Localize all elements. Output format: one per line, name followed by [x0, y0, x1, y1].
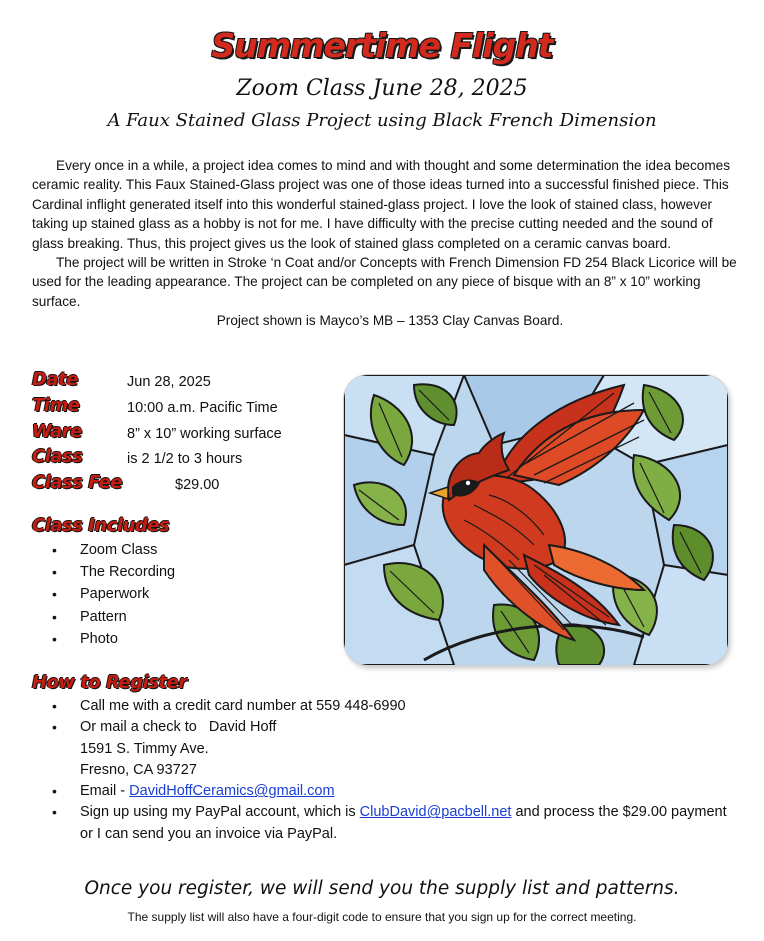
list-item: • Photo [52, 628, 175, 650]
intro-text [32, 156, 748, 331]
time-value: 10:00 a.m. Pacific Time [127, 400, 278, 416]
cardinal-stained-glass-image [344, 375, 728, 665]
email-prefix: Email - [80, 783, 130, 800]
date-label: Date [32, 369, 78, 390]
mail-city: Fresno, CA 93727 [80, 761, 197, 778]
list-item [52, 802, 742, 845]
project-shown-note: Project shown is Mayco’s MB – 1353 Clay Canvas Board. [216, 313, 564, 329]
intro-paragraph-2: The project will be written in Stroke ‘n Coat and/or Concepts with French Dimension FD 254 Black Licorice will be used for the leading appearance. The project can be completed on any piece of bisque with an 8” x 10” working surface. [32, 255, 737, 309]
paypal-email-link[interactable]: ClubDavid@pacbell.net [359, 804, 512, 821]
supply-list-note: The supply list will also have a four-digit code to ensure that you sign up for the correct meeting. [127, 910, 637, 924]
mail-street: 1591 S. Timmy Ave. [80, 740, 209, 757]
list-item [52, 717, 742, 781]
class-label: Class [32, 446, 83, 467]
how-to-register-heading: How to Register [32, 672, 187, 693]
email-link[interactable]: DavidHoffCeramics@gmail.com [129, 783, 335, 800]
project-subtitle: A Faux Stained Glass Project using Black French Dimension [107, 110, 657, 131]
ware-label: Ware [32, 421, 82, 442]
list-item: • Zoom Class [52, 539, 175, 561]
class-fee-value: $29.00 [175, 477, 220, 493]
class-fee-label: Class Fee [32, 472, 123, 493]
paypal-suffix: and process the $29.00 payment or I can send you an invoice via PayPal. [80, 804, 727, 842]
list-item: • The Recording [52, 561, 175, 583]
register-list [52, 696, 742, 845]
class-includes-list [52, 539, 175, 650]
class-date-subtitle: Zoom Class June 28, 2025 [236, 76, 528, 101]
list-item [52, 696, 742, 717]
ware-value: 8” x 10” working surface [127, 426, 282, 442]
mail-instruction: Or mail a check to David Hoff [80, 719, 277, 736]
page-title: Summertime Flight [211, 26, 553, 65]
paypal-prefix: Sign up using my PayPal account, which is [80, 804, 360, 821]
date-value: Jun 28, 2025 [127, 374, 211, 390]
class-value: is 2 1/2 to 3 hours [127, 451, 243, 467]
list-item: • Pattern [52, 606, 175, 628]
list-item: • Paperwork [52, 583, 175, 605]
intro-paragraph-1: Every once in a while, a project idea comes to mind and with thought and some determination the idea becomes ceramic reality. This Faux Stained-Glass project was one of those ideas turned into a successful finished piece. This Cardinal inflight generated itself into this wonderful stained-glass project. I love the look of stained class, however taking up stained glass as a hobby is not for me. I have difficulty with the precise cutting needed and the sound of glass breaking. Thus, this project gives us the look of stained glass completed on a ceramic canvas board. [32, 158, 731, 251]
register-note: Once you register, we will send you the supply list and patterns. [84, 878, 680, 899]
time-label: Time [32, 395, 80, 416]
list-item [52, 781, 742, 802]
class-includes-heading: Class Includes [32, 515, 170, 536]
call-instruction: Call me with a credit card number at 559 448-6990 [80, 698, 406, 714]
